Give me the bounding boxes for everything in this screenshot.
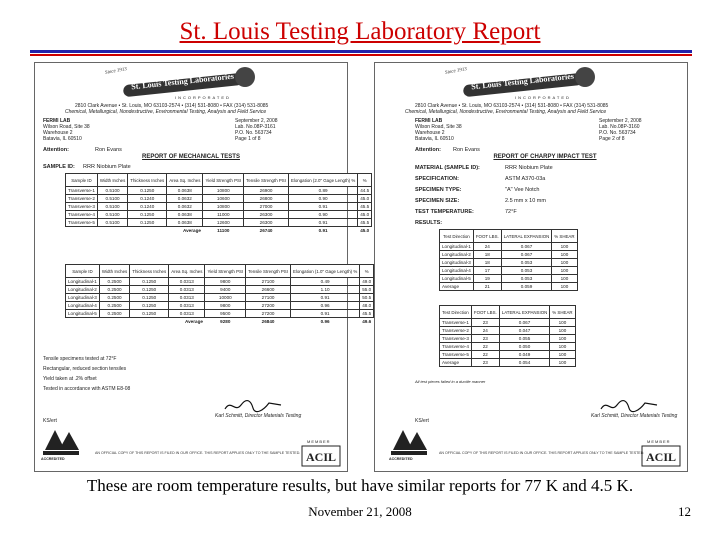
table-cell: 100 [550,319,575,327]
client-line-1: FERMI LAB [43,118,71,124]
table-cell: 9500 [205,310,246,318]
table-cell: 27100 [246,294,291,302]
horse-emblem-icon [235,67,255,87]
table-row [440,267,578,275]
client-line-2: Wilson Road, Site 38 [43,124,90,130]
table-cell: 0.90 [288,211,357,219]
table-row [66,211,372,219]
acil-text: ACIL [645,450,677,464]
attention-label: Attention: [415,147,441,153]
table-cell: 26900 [244,187,289,195]
table-cell: 10000 [205,294,246,302]
table-cell: 10600 [203,195,244,203]
table-cell: 0.053 [501,259,552,267]
table-cell: Transverse-3 [66,203,98,211]
average-value: 0.91 [318,228,328,233]
charpy-transverse-table [439,305,576,367]
table-cell: 0.91 [290,294,359,302]
table-cell: 100 [550,327,575,335]
table-cell: 0.89 [288,187,357,195]
note-3: Yield taken at .2% offset [43,376,97,382]
field-type-label: SPECIMEN TYPE: [415,187,462,193]
table-cell: 0.053 [501,267,552,275]
table-cell: 48.0 [360,302,374,310]
table-cell: 27200 [246,302,291,310]
logo-sub: INCORPORATED [515,95,571,100]
table-row [440,319,576,327]
table-cell: 100 [550,335,575,343]
average-value: 45.0 [360,228,370,233]
column-header: Elongation (2.0" Gage Length) % [288,174,357,187]
mechanical-transverse-table [65,173,372,234]
table-cell: 17 [473,267,501,275]
accredited-label: ACCREDITED [389,457,413,461]
table-cell: Longitudinal-3 [66,294,100,302]
slide-date: November 21, 2008 [308,504,412,519]
lab-services: Chemical, Metallurgical, Nondestructive, Environmental Testing, Analysis and Field Service [65,109,267,115]
table-cell: Longitudinal-5 [66,310,100,318]
table-cell: Transverse-2 [440,327,472,335]
table-cell: 100 [552,251,577,259]
table-cell: 45.5 [360,310,374,318]
lab-address: 2810 Clark Avenue • St. Louis, MO 63103-2574 • (314) 531-8080 • FAX (314) 531-8085 [415,103,609,109]
table-cell: 100 [552,259,577,267]
note-4: Tested in accordance with ASTM E8-08 [43,386,131,392]
table-cell: Transverse-4 [66,211,98,219]
column-header: Sample ID [66,265,100,278]
title-rule-blue [30,50,692,53]
column-header: % SHEAR [552,230,577,243]
table-cell: 23 [471,359,499,367]
accreditation-badge-icon [389,426,429,456]
disclaimer: AN OFFICIAL COPY OF THIS REPORT IS FILED IN OUR OFFICE. THIS REPORT APPLIES ONLY TO THE SAMPLE TESTED. [439,451,645,455]
table-cell: 0.5100 [97,195,127,203]
table-cell: Longitudinal-1 [66,278,100,286]
field-size-value: 2.5 mm x 10 mm [505,198,546,204]
column-header: LATERAL EXPANSION [499,306,550,319]
table-cell: 45.0 [358,195,372,203]
note-1: Tensile specimens tested at 72°F [43,356,117,362]
average-value: 0.96 [320,319,330,324]
table-cell: 100 [550,351,575,359]
column-header: Thickness Inches [130,265,169,278]
table-row [440,243,578,251]
table-cell: 26800 [244,195,289,203]
table-cell: 0.5100 [97,211,127,219]
column-header: % [360,265,374,278]
table-cell: 45.5 [358,219,372,227]
table-cell: 9800 [205,278,246,286]
column-header: Width Inches [97,174,127,187]
table-cell: 0.1250 [130,278,169,286]
page-of: Page 1 of 8 [235,136,261,142]
table-cell: 0.049 [499,351,550,359]
table-row [66,294,374,302]
table-cell: 0.055 [499,335,550,343]
table-cell: 0.0632 [167,195,203,203]
disclaimer: AN OFFICIAL COPY OF THIS REPORT IS FILED IN OUR OFFICE. THIS REPORT APPLIES ONLY TO THE SAMPLE TESTED. [95,451,301,455]
table-cell: 0.2500 [99,302,129,310]
column-header: Tensile Strength PSI [244,174,289,187]
note-2: Rectangular, reduced section tensiles [43,366,127,372]
table-row [440,359,576,367]
table-cell: 0.91 [288,219,357,227]
accreditation-badge-icon [41,426,81,456]
table-cell: 0.1250 [130,310,169,318]
po-number: P.O. No. 563734 [599,130,636,136]
column-header: % SHEAR [550,306,575,319]
table-cell: 0.91 [290,310,359,318]
table-cell: 0.050 [499,343,550,351]
table-cell: 27000 [244,203,289,211]
sample-label: SAMPLE ID: [43,164,75,170]
table-row [440,275,578,283]
page-of: Page 2 of 8 [599,136,625,142]
table-cell: 26300 [244,211,289,219]
average-row [66,227,372,235]
table-cell: 100 [552,243,577,251]
table-cell: 0.1250 [128,219,167,227]
acil-logo-icon [641,445,681,467]
acil-text: ACIL [305,450,337,464]
field-spec-value: ASTM A370-03a [505,176,546,182]
table-cell: Longitudinal-2 [440,251,474,259]
table-row [440,351,576,359]
table-cell: Longitudinal-1 [440,243,474,251]
average-label: Average [182,228,201,233]
logo-sub: INCORPORATED [175,95,231,100]
table-cell: 26300 [244,219,289,227]
table-cell: 44.5 [358,187,372,195]
table-cell: 0.2500 [99,294,129,302]
average-value: 26740 [259,228,273,233]
field-material-value: RRR Niobium Plate [505,165,553,171]
table-row [66,219,372,227]
lab-services: Chemical, Metallurgical, Nondestructive, Environmental Testing, Analysis and Field Service [405,109,607,115]
client-line-1: FERMI LAB [415,118,443,124]
table-cell: 0.0638 [167,219,203,227]
table-cell: 0.067 [499,319,550,327]
signature-image [599,399,659,413]
lab-logo [445,67,595,101]
table-cell: 45.5 [358,203,372,211]
field-results-label: RESULTS: [415,220,443,226]
table-cell: 24 [471,327,499,335]
column-header: Sample ID [66,174,98,187]
table-cell: 0.5100 [97,219,127,227]
attention-value: Ron Evans [453,147,480,153]
initials: KS/ert [415,418,429,424]
table-cell: 0.5100 [97,187,127,195]
client-line-3: Warehouse 2 [43,130,73,136]
table-cell: 27100 [246,278,291,286]
table-cell: 1.10 [290,286,359,294]
signature-caption: Karl Schmitt, Director Materials Testing [215,413,302,419]
table-cell: 0.1250 [128,211,167,219]
table-cell: 0.1250 [128,187,167,195]
report-date: September 2, 2008 [235,118,278,124]
column-header: Test Direction [440,230,474,243]
report-page-mechanical [34,62,372,472]
table-cell: 0.0638 [167,187,203,195]
table-cell: Transverse-2 [66,195,98,203]
table-cell: 26600 [246,286,291,294]
table-cell: 24 [473,243,501,251]
table-cell: 21 [473,283,501,291]
table-cell: 27200 [246,310,291,318]
client-line-4: Batavia, IL 60510 [43,136,82,142]
member-label: MEMBER [647,439,671,444]
table-cell: 0.059 [501,283,552,291]
mechanical-longitudinal-table [65,264,374,325]
table-cell: 0.0313 [169,310,205,318]
table-cell: 0.1250 [130,294,169,302]
table-cell: 19 [473,275,501,283]
table-cell: 0.5100 [97,203,127,211]
charpy-note: All test pieces failed in a ductile manner [415,379,486,384]
table-row [66,187,372,195]
client-line-4: Batavia, IL 60510 [415,136,454,142]
table-row [440,283,578,291]
sample-value: RRR Niobium Plate [83,164,131,170]
table-row [66,203,372,211]
table-cell: 100 [550,359,575,367]
table-cell: 10800 [203,203,244,211]
logo-brand: St. Louis Testing Laboratories [470,71,575,92]
attention-label: Attention: [43,147,69,153]
table-cell: 22 [471,343,499,351]
charpy-longitudinal-table [439,229,578,291]
signature-caption: Karl Schmitt, Director Materials Testing [591,413,678,419]
initials: KS/ert [43,418,57,424]
column-header: FOOT LBS. [471,306,499,319]
table-row [440,259,578,267]
field-size-label: SPECIMEN SIZE: [415,198,460,204]
table-cell: 18 [473,259,501,267]
table-cell: 0.1250 [130,302,169,310]
table-cell: 0.90 [288,195,357,203]
table-cell: 100 [552,275,577,283]
lab-logo [105,67,255,101]
report-title: REPORT OF CHARPY IMPACT TEST [493,154,597,160]
table-cell: 9400 [205,286,246,294]
table-cell: 0.1240 [128,203,167,211]
table-row [440,251,578,259]
table-cell: 9800 [205,302,246,310]
table-cell: Transverse-5 [66,219,98,227]
table-row [66,278,374,286]
slide-page-number: 12 [678,504,691,519]
field-material-label: MATERIAL (SAMPLE ID): [415,165,480,171]
table-cell: 50.5 [360,294,374,302]
table-cell: 0.91 [288,203,357,211]
table-cell: 0.1240 [128,195,167,203]
field-temp-label: TEST TEMPERATURE: [415,209,474,215]
logo-brand: St. Louis Testing Laboratories [130,71,235,92]
table-row [66,302,374,310]
table-cell: 12600 [203,219,244,227]
signature-image [223,399,283,413]
column-header: Test Direction [440,306,472,319]
table-cell: 0.2500 [99,286,129,294]
table-cell: Transverse-5 [440,351,472,359]
table-cell: 0.047 [499,327,550,335]
column-header: Yield Strength PSI [205,265,246,278]
client-line-3: Warehouse 2 [415,130,445,136]
table-cell: Transverse-1 [66,187,98,195]
table-cell: Average [440,283,474,291]
report-page-charpy [374,62,688,472]
member-label: MEMBER [307,439,331,444]
client-line-2: Wilson Road, Site 38 [415,124,462,130]
po-number: P.O. No. 563734 [235,130,272,136]
table-cell: Longitudinal-4 [66,302,100,310]
title-rule-red [30,54,692,56]
table-cell: Longitudinal-5 [440,275,474,283]
column-header: % [358,174,372,187]
table-cell: 100 [550,343,575,351]
column-header: Width Inches [99,265,129,278]
column-header: Tensile Strength PSI [246,265,291,278]
column-header: Thickness Inches [128,174,167,187]
table-cell: 0.0313 [169,286,205,294]
field-type-value: "A" Vee Notch [505,187,540,193]
table-cell: 10800 [203,187,244,195]
table-cell: 49.0 [360,278,374,286]
table-cell: Transverse-4 [440,343,472,351]
average-value: 49.6 [362,319,372,324]
table-cell: Longitudinal-3 [440,259,474,267]
accredited-label: ACCREDITED [41,457,65,461]
table-cell: 0.49 [290,278,359,286]
table-row [440,343,576,351]
table-cell: 0.0638 [167,211,203,219]
table-cell: 0.0313 [169,302,205,310]
logo-tagline: Since 1913 [104,67,128,76]
table-row [66,310,374,318]
column-header: LATERAL EXPANSION [501,230,552,243]
average-value: 9280 [220,319,231,324]
column-header: Yield Strength PSI [203,174,244,187]
lab-address: 2810 Clark Avenue • St. Louis, MO 63103-2574 • (314) 531-8080 • FAX (314) 531-8085 [75,103,269,109]
report-date: September 2, 2008 [599,118,642,124]
slide-caption: These are room temperature results, but have similar reports for 77 K and 4.5 K. [86,476,634,495]
slide-title: St. Louis Testing Laboratory Report [179,18,541,45]
average-row [66,318,374,326]
column-header: Area Sq. Inches [169,265,205,278]
table-cell: 0.067 [501,243,552,251]
table-cell: 0.2500 [99,278,129,286]
average-value: 11100 [217,228,230,233]
table-cell: Average [440,359,472,367]
column-header: Area Sq. Inches [167,174,203,187]
lab-number: Lab. No.08P-3161 [235,124,276,130]
table-cell: 23 [471,335,499,343]
table-cell: 0.0313 [169,294,205,302]
acil-logo-icon [301,445,341,467]
table-row [66,195,372,203]
table-cell: 100 [552,283,577,291]
column-header: FOOT LBS. [473,230,501,243]
average-value: 26840 [261,319,275,324]
average-label: Average [184,319,203,324]
table-cell: 22 [471,351,499,359]
field-temp-value: 72°F [505,209,517,215]
table-cell: 0.067 [501,251,552,259]
table-cell: 18 [473,251,501,259]
table-cell: 0.2500 [99,310,129,318]
table-cell: Transverse-1 [440,319,472,327]
table-cell: 0.0313 [169,278,205,286]
report-title: REPORT OF MECHANICAL TESTS [142,154,240,160]
table-cell: 0.053 [501,275,552,283]
table-row [440,327,576,335]
table-cell: 55.0 [360,286,374,294]
table-row [66,286,374,294]
table-cell: 23 [471,319,499,327]
table-cell: 0.1250 [130,286,169,294]
field-spec-label: SPECIFICATION: [415,176,459,182]
attention-value: Ron Evans [95,147,122,153]
table-cell: Longitudinal-4 [440,267,474,275]
lab-number: Lab. No.08P-3160 [599,124,640,130]
table-cell: Longitudinal-2 [66,286,100,294]
horse-emblem-icon [575,67,595,87]
table-row [440,335,576,343]
table-cell: 11000 [203,211,244,219]
table-cell: Transverse-3 [440,335,472,343]
logo-tagline: Since 1913 [444,67,468,76]
table-cell: 0.054 [499,359,550,367]
table-cell: 100 [552,267,577,275]
table-cell: 0.96 [290,302,359,310]
column-header: Elongation (1.0" Gage Length) % [290,265,359,278]
table-cell: 45.0 [358,211,372,219]
table-cell: 0.0632 [167,203,203,211]
